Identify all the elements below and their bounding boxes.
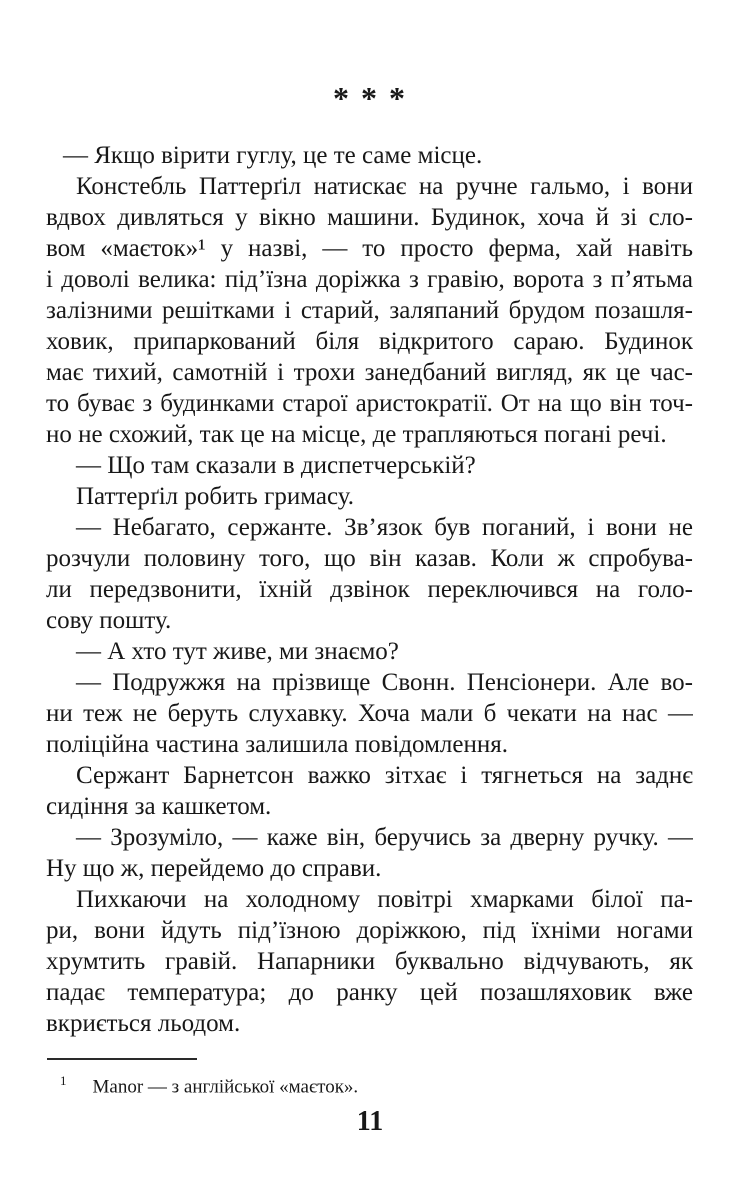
text-line: розчули половину того, що він казав. Коли ж спробува- [46, 545, 693, 572]
paragraph [46, 822, 693, 884]
text-line: ни теж не беруть слухавку. Хоча мали б чекати на нас — [46, 700, 693, 727]
text-line: Констебль Паттерґіл натискає на ручне гальмо, і вони [76, 173, 693, 200]
footnote [47, 1068, 694, 1100]
text-line: — Якщо вірити гуглу, це те саме місце. [63, 142, 483, 169]
text-line: — Що там сказали в диспетчерській? [76, 452, 476, 479]
text-line: має тихий, самотній і трохи занедбаний вигляд, як це час- [46, 359, 693, 386]
paragraph [46, 636, 693, 667]
text-line: Ну що ж, перейдемо до справи. [46, 855, 382, 882]
section-break: * * * [333, 80, 407, 116]
footnote-marker: 1 [60, 1073, 67, 1088]
paragraph [46, 760, 693, 822]
paragraph [46, 884, 693, 1039]
text-line: ли передзвонити, їхній дзвінок переключився на голо- [46, 576, 693, 603]
text-line: вдвох дивляться у вікно машини. Будинок, хоча й зі сло- [46, 204, 693, 231]
footnote-rule [47, 1058, 197, 1060]
paragraph [46, 171, 693, 450]
text-line: — Небагато, сержанте. Зв’язок був поганий, і вони не [76, 514, 693, 541]
text-line: Сержант Барнетсон важко зітхає і тягнеться на заднє [76, 762, 693, 789]
text-line: падає температура; до ранку цей позашляховик вже [46, 979, 693, 1006]
paragraph [46, 481, 693, 512]
text-line: то буває з будинками старої аристократії. От на що він точ- [46, 390, 693, 417]
paragraph [46, 667, 693, 760]
text-line: — Зрозуміло, — каже він, беручись за дверну ручку. — [76, 824, 693, 851]
paragraph [46, 512, 693, 636]
text-line: вом «маєток»¹ у назві, — то просто ферма, хай навіть [46, 235, 693, 262]
text-line: Пихкаючи на холодному повітрі хмарками білої па- [76, 886, 693, 913]
text-line: но не схожий, так це на місце, де трапляються погані речі. [46, 421, 667, 448]
text-line: хрумтить гравій. Напарники буквально відчувають, як [46, 948, 693, 975]
text-line: залізними решітками і старий, заляпаний брудом позашля- [46, 297, 693, 324]
paragraph [46, 140, 693, 171]
text-line: — Подружжя на прізвище Свонн. Пенсіонери. Але во- [76, 669, 693, 696]
paragraph [46, 450, 693, 481]
text-line: вкриється льодом. [46, 1010, 241, 1037]
text-line: поліційна частина залишила повідомлення. [46, 731, 508, 758]
text-line: — А хто тут живе, ми знаємо? [76, 638, 399, 665]
text-line: ховик, припаркований біля відкритого сараю. Будинок [46, 328, 693, 355]
text-line: Паттерґіл робить гримасу. [76, 483, 354, 510]
text-line: сидіння за кашкетом. [46, 793, 272, 820]
text-line: і доволі велика: під’їзна доріжка з гравію, ворота з п’ятьма [46, 266, 693, 293]
footnote-text: Manor — з англійської «маєток». [92, 1076, 359, 1098]
text-line: ри, вони йдуть під’їзною доріжкою, під їхніми ногами [46, 917, 693, 944]
body-text [46, 140, 693, 1039]
page-number: 11 [356, 1106, 384, 1137]
text-line: сову пошту. [46, 607, 172, 634]
